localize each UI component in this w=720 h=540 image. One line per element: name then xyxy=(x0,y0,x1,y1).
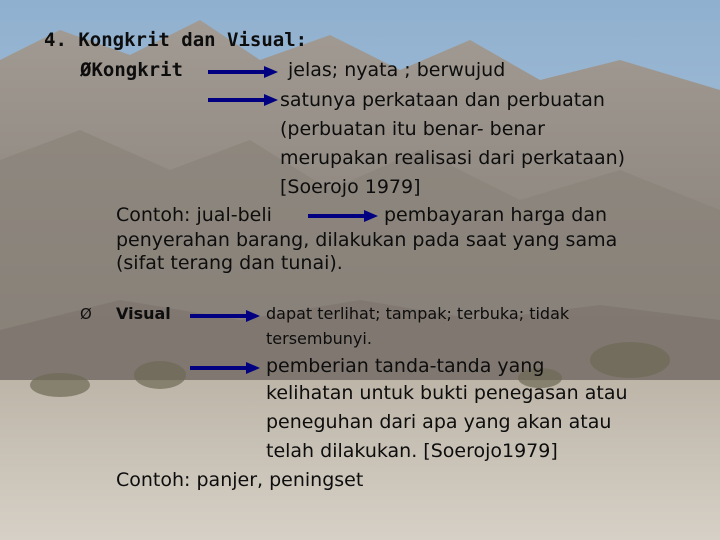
visual-meaning-2-line: peneguhan dari apa yang akan atau xyxy=(266,411,612,433)
arrow-right-icon xyxy=(308,206,380,226)
slide-heading: 4. Kongkrit dan Visual: xyxy=(44,29,308,51)
visual-meaning-1-line: dapat terlihat; tampak; terbuka; tidak xyxy=(266,304,570,323)
kongkrit-label: Kongkrit xyxy=(91,59,183,81)
arrow-right-icon xyxy=(190,358,262,378)
arrow-right-icon xyxy=(190,306,262,326)
arrow-right-icon xyxy=(208,90,280,110)
kongkrit-meaning-2-line: (perbuatan itu benar- benar xyxy=(280,118,545,140)
kongkrit-example-result: pembayaran harga dan xyxy=(384,204,608,226)
visual-meaning-2-line: telah dilakukan. [Soerojo1979] xyxy=(266,440,558,462)
arrow-right-icon xyxy=(208,62,280,82)
kongkrit-bullet-label xyxy=(80,58,183,82)
visual-meaning-2-line: pemberian tanda-tanda yang xyxy=(266,355,545,377)
visual-example: Contoh: panjer, peningset xyxy=(116,469,364,491)
visual-meaning-2-line: kelihatan untuk bukti penegasan atau xyxy=(266,382,628,404)
visual-label: Visual xyxy=(116,304,171,323)
kongkrit-meaning-1: jelas; nyata ; berwujud xyxy=(288,59,506,81)
kongkrit-meaning-2-line: merupakan realisasi dari perkataan) xyxy=(280,147,626,169)
kongkrit-example-line: penyerahan barang, dilakukan pada saat yang sama xyxy=(116,229,618,251)
bullet-icon: Ø xyxy=(80,305,92,323)
visual-meaning-1-line: tersembunyi. xyxy=(266,329,372,348)
kongkrit-example-line: (sifat terang dan tunai). xyxy=(116,252,343,274)
kongkrit-meaning-2-line: satunya perkataan dan perbuatan xyxy=(280,89,605,111)
kongkrit-meaning-2-line: [Soerojo 1979] xyxy=(280,176,421,198)
kongkrit-example-prefix: Contoh: jual-beli xyxy=(116,204,272,226)
bullet-icon: Ø xyxy=(80,59,92,81)
